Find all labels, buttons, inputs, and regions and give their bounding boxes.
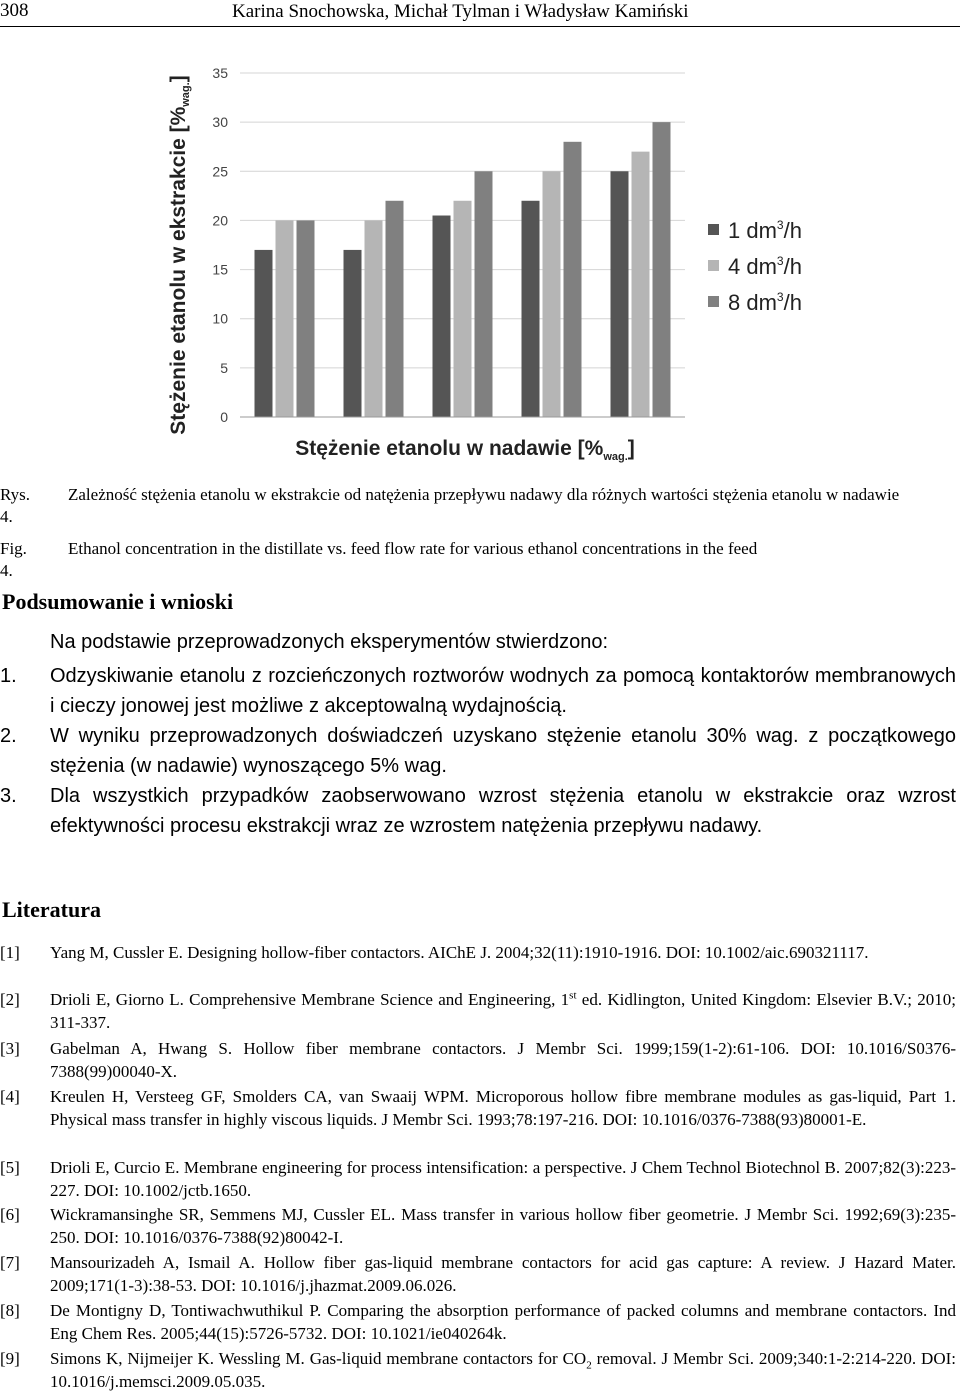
bar [653, 122, 671, 417]
section-title-conclusions: Podsumowanie i wnioski [2, 589, 234, 614]
bar [255, 250, 273, 417]
reference-text: Drioli E, Giorno L. Comprehensive Membrane Science and Engineering, 1st ed. Kidlington, United Kingdom: Elsevier B.V.; 2010; 311-337. [50, 989, 957, 1032]
reference-text: Kreulen H, Versteeg GF, Smolders CA, van Swaaij WPM. Microporous hollow fibre membrane modules as gas-liquid, Part 1. Physical mass transfer in highly viscous liquids. J Membr Sci. 1993;78:197-216. DOI: 10.1016/0376-7388(93)80001-E. [50, 1087, 956, 1129]
page-header [0, 0, 960, 28]
bar [276, 220, 294, 417]
reference-number: [8] [0, 1301, 20, 1320]
y-axis-ticks [212, 65, 228, 425]
bar [632, 152, 650, 417]
y-tick-label: 35 [212, 65, 228, 81]
reference-text: Wickramansinghe SR, Semmens MJ, Cussler EL. Mass transfer in various hollow fiber geometrie. J Membr Sci. 1992;69(3):235-250. DOI: 10.1016/0376-7388(92)80042-I. [50, 1205, 956, 1247]
y-axis-label [167, 75, 192, 434]
legend-swatch [708, 260, 719, 271]
legend-label: 4 $dm^3/h$ [728, 254, 802, 279]
reference-number: [5] [0, 1158, 20, 1177]
reference-text: De Montigny D, Tontiwachwuthikul P. Comparing the absorption performance of packed columns and membrane contactors. Ind Eng Chem Res. 2005;44(15):5726-5732. DOI: 10.1021/ie040264k. [50, 1301, 956, 1343]
reference-number: [7] [0, 1253, 20, 1272]
figure-label-pl: Rys. 4. [0, 485, 31, 526]
figure-label-en: Fig. 4. [0, 539, 27, 580]
x-axis-label-close: ] [627, 437, 635, 460]
reference-text: Mansourizadeh A, Ismail A. Hollow fiber gas-liquid membrane contactors for acid gas capture: A review. J Hazard Mater. 2009;171(1-3):38-53. DOI: 10.1016/j.jhazmat.2009.06.026. [50, 1253, 956, 1295]
reference-number: [1] [0, 943, 20, 962]
figure-text-en: Ethanol concentration in the distillate vs. feed flow rate for various ethanol concentrations in the feed [68, 539, 758, 558]
bar-chart [160, 55, 820, 470]
bar [386, 201, 404, 417]
bar [365, 220, 383, 417]
page-number: 308 [0, 0, 29, 21]
conclusion-text: Odzyskiwanie etanolu z rozcieńczonych roztworów wodnych za pomocą kontaktorów membranowych i cieczy jonowej jest możliwe z akceptowalną wydajnością. [50, 665, 956, 717]
bar [297, 220, 315, 417]
legend-label: 8 $dm^3/h$ [728, 290, 802, 315]
x-axis-label-main: Stężenie etanolu w nadawie [% [295, 437, 604, 460]
legend-label: 1 $dm^3/h$ [728, 218, 802, 243]
y-axis-label-close: ] [167, 75, 190, 83]
y-tick-label: 15 [212, 261, 228, 278]
y-tick-label: 25 [212, 163, 228, 180]
conclusion-text: Dla wszystkich przypadków zaobserwowano wzrost stężenia etanolu w ekstrakcie oraz wzrost efektywności procesu ekstrakcji wraz ze wzrostem natężenia przepływu nadawy. [50, 785, 956, 837]
y-axis-label-sub: wag. [180, 82, 192, 107]
reference-text: Simons K, Nijmeijer K. Wessling M. Gas-liquid membrane contactors for $CO_2$ removal. J Membr Sci. 2009;340:1-2:214-220. DOI: 10.1016/j.memsci.2009.05.035. [50, 1349, 956, 1391]
y-tick-label: 20 [212, 212, 228, 229]
y-tick-label: 30 [212, 114, 228, 131]
reference-number: [6] [0, 1205, 20, 1224]
x-axis-label-sub: wag. [603, 451, 628, 463]
chart-legend [708, 218, 802, 315]
bar [344, 250, 362, 417]
bar [475, 171, 493, 417]
header-rule [0, 26, 960, 27]
y-tick-label: 0 [220, 409, 228, 425]
conclusions-intro: Na podstawie przeprowadzonych eksperymentów stwierdzono: [50, 631, 609, 653]
reference-number: [3] [0, 1039, 20, 1058]
bar [543, 171, 561, 417]
bar [564, 142, 582, 417]
conclusion-number: 3. [0, 785, 17, 807]
bar [522, 201, 540, 417]
y-axis-label-main: Stężenie etanolu w ekstrakcie [% [167, 106, 190, 435]
conclusion-number: 1. [0, 665, 17, 687]
reference-number: [9] [0, 1349, 20, 1368]
bar [454, 201, 472, 417]
reference-text: Gabelman A, Hwang S. Hollow fiber membrane contactors. J Membr Sci. 1999;159(1-2):61-106. DOI: 10.1016/S0376-7388(99)00040-X. [50, 1039, 956, 1081]
conclusion-number: 2. [0, 725, 17, 747]
legend-swatch [708, 224, 719, 235]
bar [433, 216, 451, 417]
y-tick-label: 10 [212, 310, 228, 327]
legend-swatch [708, 296, 719, 307]
y-tick-label: 5 [220, 359, 228, 376]
reference-text: Yang M, Cussler E. Designing hollow-fiber contactors. AIChE J. 2004;32(11):1910-1916. DOI: 10.1002/aic.690321117. [50, 943, 869, 962]
chart-canvas [160, 55, 820, 470]
running-authors: Karina Snochowska, Michał Tylman i Władysław Kamiński [232, 1, 689, 22]
section-title-literature: Literatura [2, 897, 101, 922]
x-axis-label [295, 437, 635, 463]
reference-number: [4] [0, 1087, 20, 1106]
reference-text: Drioli E, Curcio E. Membrane engineering for process intensification: a perspective. J Chem Technol Biotechnol B. 2007;82(3):223-227. DOI: 10.1002/jctb.1650. [50, 1158, 956, 1200]
reference-number: [2] [0, 990, 20, 1009]
conclusion-text: W wyniku przeprowadzonych doświadczeń uzyskano stężenie etanolu 30% wag. z początkowego stężenia (w nadawie) wynoszącego 5% wag. [50, 725, 956, 777]
bar [611, 171, 629, 417]
figure-text-pl: Zależność stężenia etanolu w ekstrakcie od natężenia przepływu nadawy dla różnych wartości stężenia etanolu w nadawie [68, 485, 900, 504]
